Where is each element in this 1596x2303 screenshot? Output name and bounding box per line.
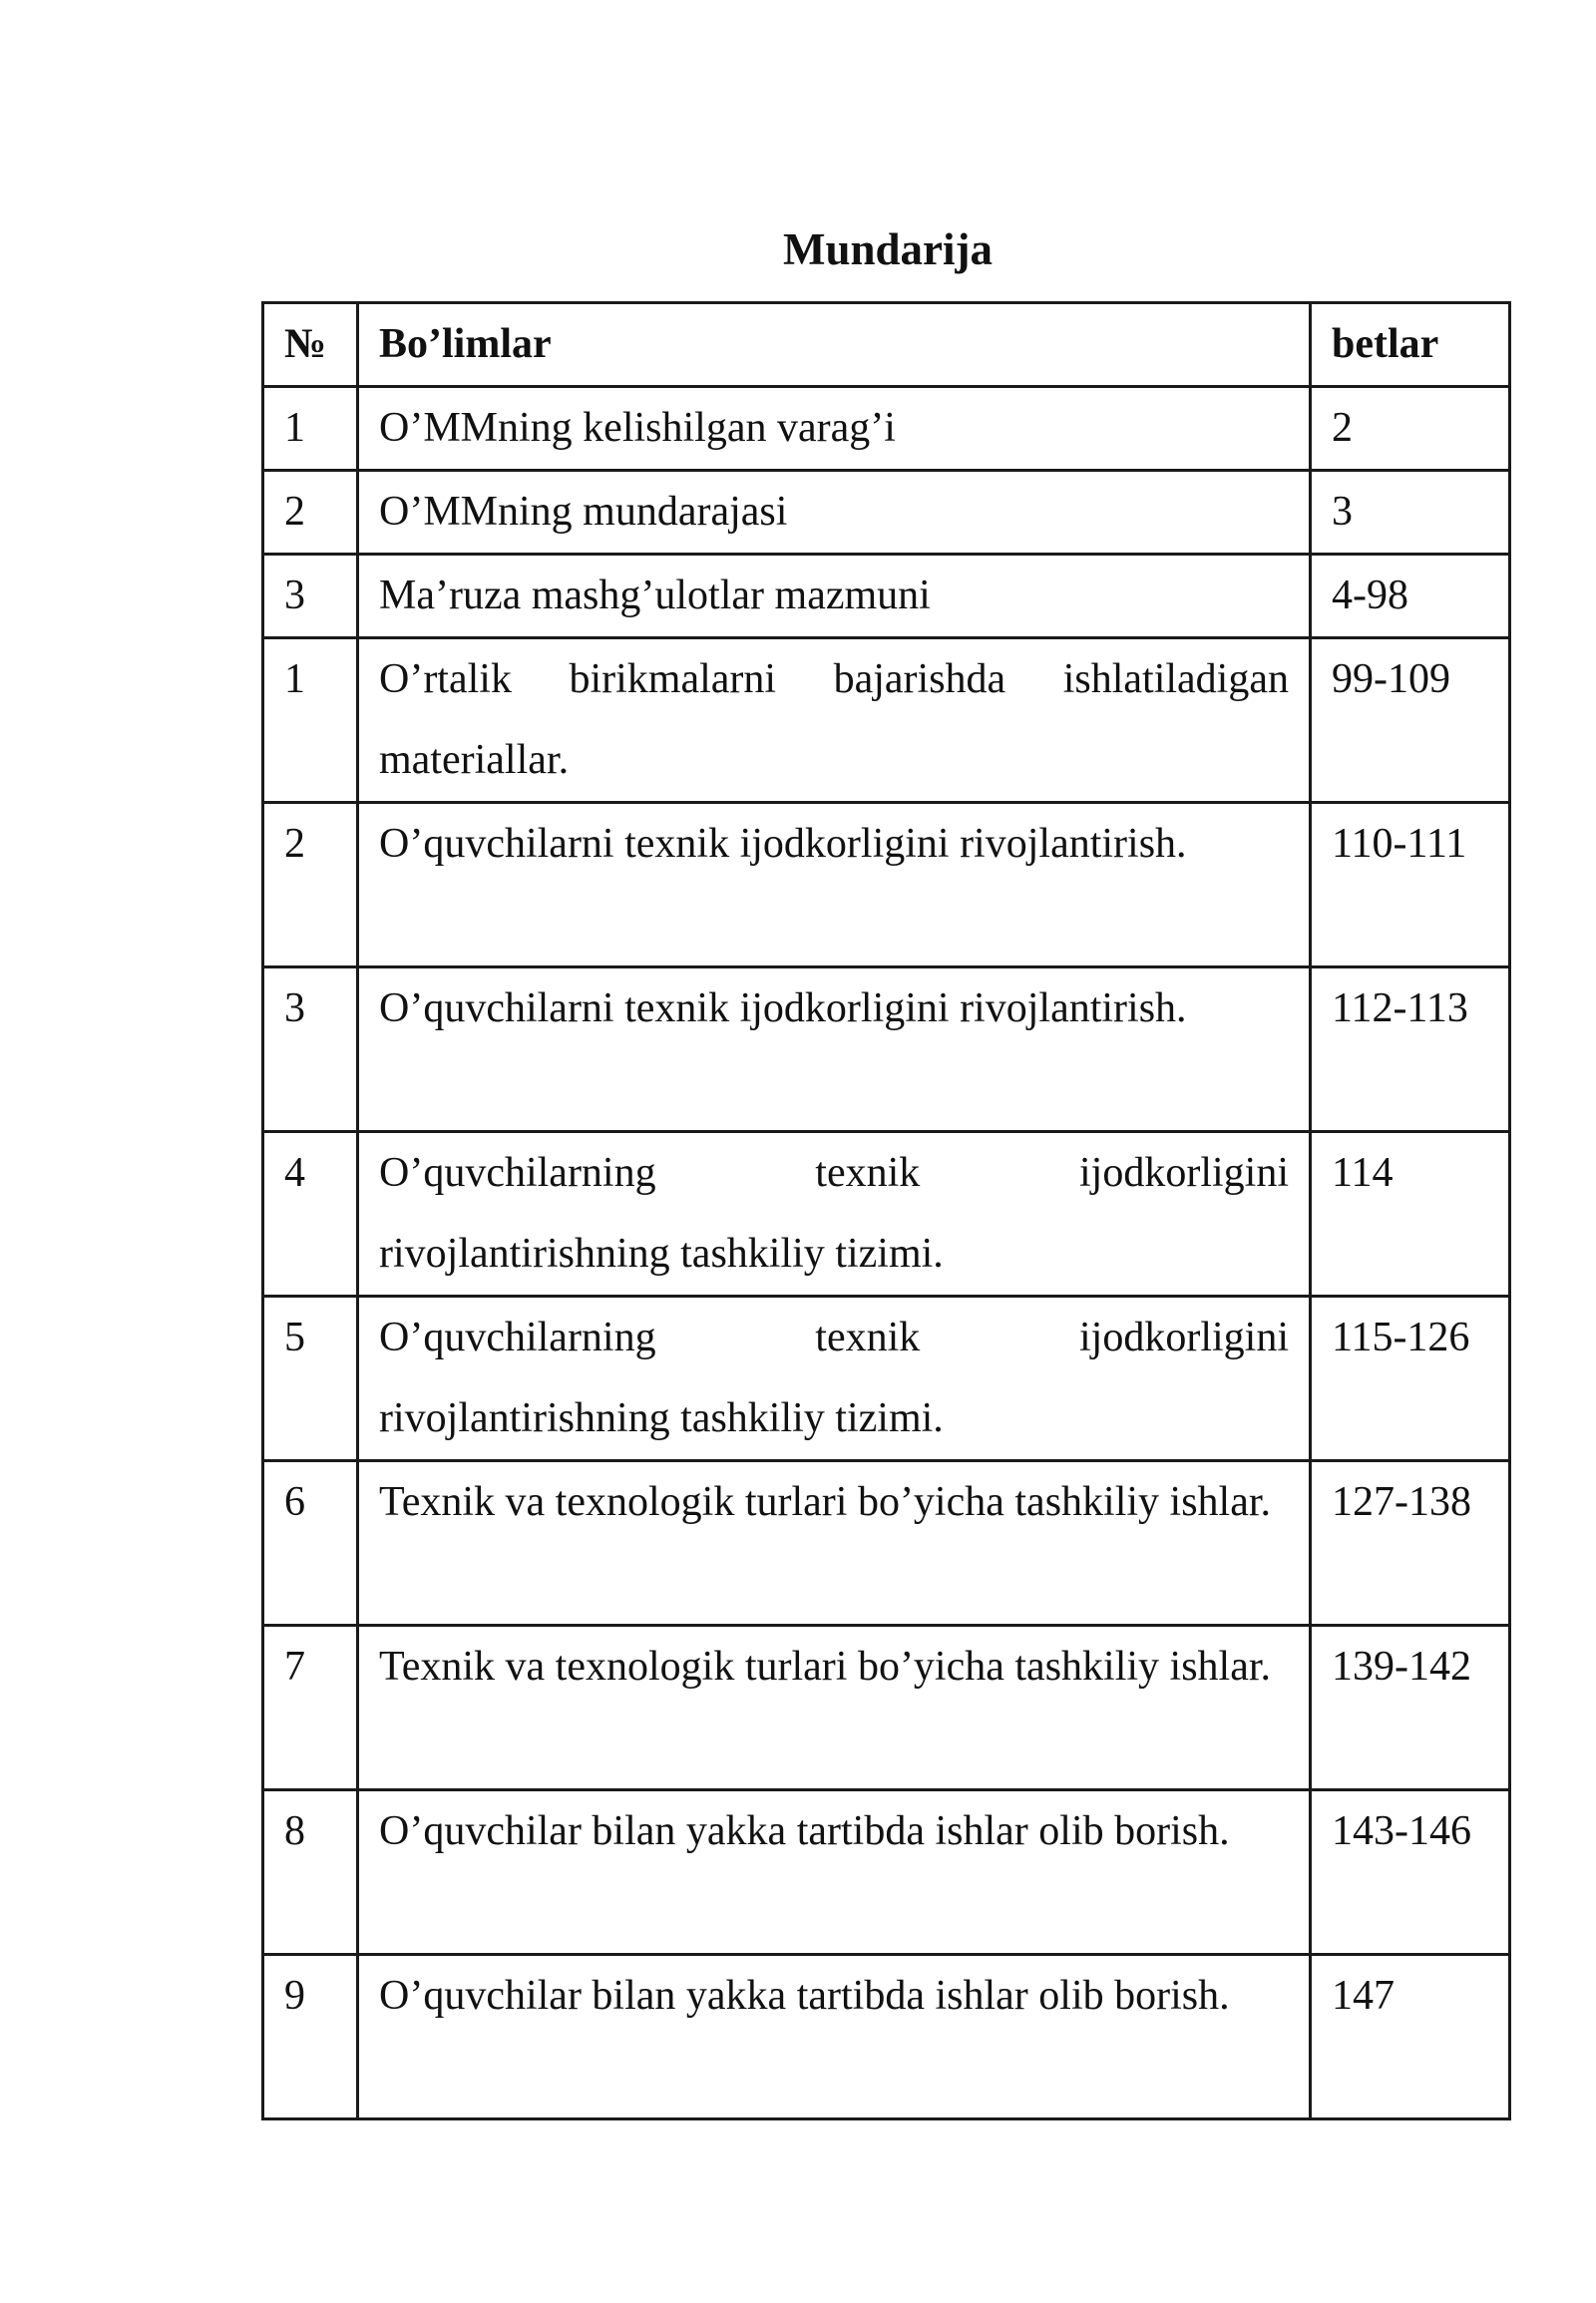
row-section: O’quvchilarni texnik ijodkorligini rivojlantirish.: [358, 803, 1311, 967]
table-row: [263, 638, 1510, 803]
table-row: [263, 1297, 1510, 1461]
row-number: 7: [263, 1626, 358, 1790]
table-header-row: [263, 303, 1510, 387]
row-number: 5: [263, 1297, 358, 1461]
table-row: [263, 1461, 1510, 1626]
table-row: [263, 387, 1510, 471]
row-pages: 127-138: [1311, 1461, 1510, 1626]
header-pages: betlar: [1311, 303, 1510, 387]
row-pages: 143-146: [1311, 1790, 1510, 1955]
row-section: Texnik va texnologik turlari bo’yicha tashkiliy ishlar.: [358, 1626, 1311, 1790]
row-number: 2: [263, 803, 358, 967]
row-section: O’quvchilar bilan yakka tartibda ishlar olib borish.: [358, 1955, 1311, 2119]
row-section: Texnik va texnologik turlari bo’yicha tashkiliy ishlar.: [358, 1461, 1311, 1626]
row-section: O’quvchilar bilan yakka tartibda ishlar olib borish.: [358, 1790, 1311, 1955]
row-pages: 2: [1311, 387, 1510, 471]
contents-table: [261, 301, 1511, 2120]
row-section: O’MMning kelishilgan varag’i: [358, 387, 1311, 471]
row-pages: 139-142: [1311, 1626, 1510, 1790]
row-number: 9: [263, 1955, 358, 2119]
table-row: [263, 555, 1510, 638]
row-pages: 147: [1311, 1955, 1510, 2119]
row-pages: 3: [1311, 471, 1510, 555]
table-row: [263, 967, 1510, 1132]
row-section: O’quvchilarni texnik ijodkorligini rivojlantirish.: [358, 967, 1311, 1132]
row-number: 1: [263, 638, 358, 803]
row-pages: 114: [1311, 1132, 1510, 1297]
header-section: Bo’limlar: [358, 303, 1311, 387]
row-pages: 112-113: [1311, 967, 1510, 1132]
row-section: O’MMning mundarajasi: [358, 471, 1311, 555]
table-row: [263, 1790, 1510, 1955]
row-number: 3: [263, 555, 358, 638]
row-section: Ma’ruza mashg’ulotlar mazmuni: [358, 555, 1311, 638]
row-number: 6: [263, 1461, 358, 1626]
table-row: [263, 471, 1510, 555]
row-section: O’rtalik birikmalarni bajarishda ishlatiladigan materiallar.: [358, 638, 1311, 803]
header-number: №: [263, 303, 358, 387]
row-number: 3: [263, 967, 358, 1132]
row-number: 8: [263, 1790, 358, 1955]
row-section: O’quvchilarning texnik ijodkorligini rivojlantirishning tashkiliy tizimi.: [358, 1297, 1311, 1461]
row-pages: 4-98: [1311, 555, 1510, 638]
row-number: 4: [263, 1132, 358, 1297]
table-row: [263, 1132, 1510, 1297]
table-row: [263, 1626, 1510, 1790]
table-row: [263, 1955, 1510, 2119]
row-pages: 110-111: [1311, 803, 1510, 967]
page-title: Mundarija: [782, 224, 993, 274]
row-number: 1: [263, 387, 358, 471]
row-section: O’quvchilarning texnik ijodkorligini rivojlantirishning tashkiliy tizimi.: [358, 1132, 1311, 1297]
row-number: 2: [263, 471, 358, 555]
row-pages: 99-109: [1311, 638, 1510, 803]
table-row: [263, 803, 1510, 967]
row-pages: 115-126: [1311, 1297, 1510, 1461]
